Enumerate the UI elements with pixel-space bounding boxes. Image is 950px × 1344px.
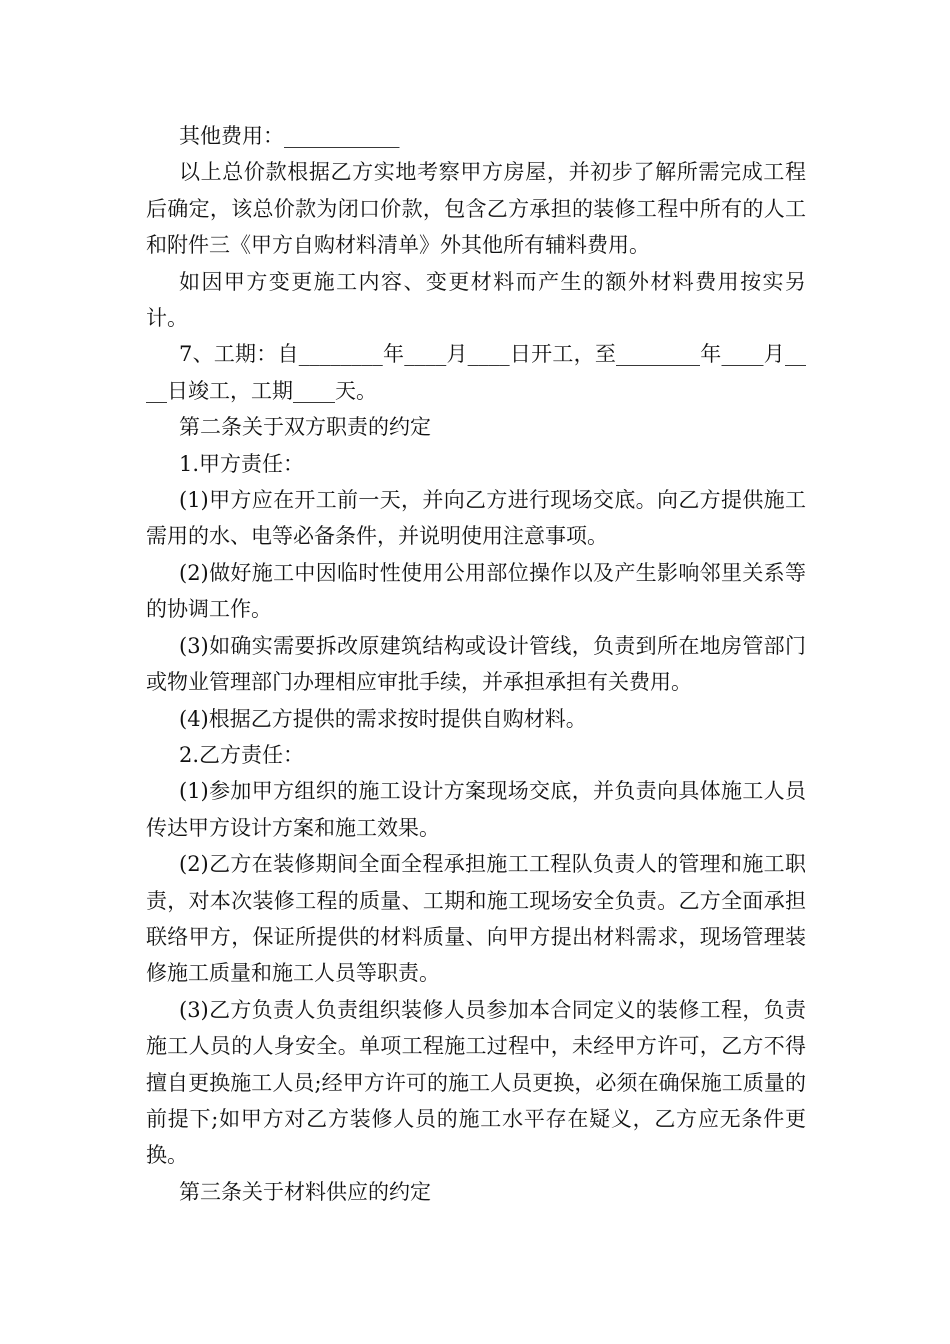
party-a-item-1: (1)甲方应在开工前一天，并向乙方进行现场交底。向乙方提供施工需用的水、电等必备条件，并说明使用注意事项。 bbox=[146, 488, 806, 549]
party-b-item-3: (3)乙方负责人负责组织装修人员参加本合同定义的装修工程，负责施工人员的人身安全。单项工程施工过程中，未经甲方许可，乙方不得擅自更换施工人员;经甲方许可的施工人员更换，必须在确保施工质量的前提下;如甲方对乙方装修人员的施工水平存在疑义，乙方应无条件更换。 bbox=[146, 997, 806, 1168]
party-b-responsibility-heading: 2.乙方责任： bbox=[179, 742, 305, 767]
document-body bbox=[146, 118, 806, 1210]
article-two-heading: 第二条关于双方职责的约定 bbox=[179, 415, 431, 440]
party-a-item-2: (2)做好施工中因临时性使用公用部位操作以及产生影响邻里关系等的协调工作。 bbox=[146, 560, 806, 622]
party-a-item-4: (4)根据乙方提供的需求按时提供自购材料。 bbox=[179, 706, 587, 731]
party-b-item-2: (2)乙方在装修期间全面全程承担施工工程队负责人的管理和施工职责，对本次装修工程的质量、工期和施工现场安全负责。乙方全面承担联络甲方，保证所提供的材料质量、向甲方提出材料需求，现场管理装修施工质量和施工人员等职责。 bbox=[146, 852, 806, 986]
article-three-heading: 第三条关于材料供应的约定 bbox=[179, 1179, 431, 1204]
paragraph-extra-material-fees: 如因甲方变更施工内容、变更材料而产生的额外材料费用按实另计。 bbox=[146, 269, 806, 331]
paragraph-total-price: 以上总价款根据乙方实地考察甲方房屋，并初步了解所需完成工程后确定，该总价款为闭口价款，包含乙方承担的装修工程中所有的人工和附件三《甲方自购材料清单》外其他所有辅料费用。 bbox=[146, 160, 806, 258]
paragraph-construction-period: 7、工期：自________年____月____日开工，至________年____月____日竣工，工期____天。 bbox=[146, 342, 806, 403]
party-b-item-1: (1)参加甲方组织的施工设计方案现场交底，并负责向具体施工人员传达甲方设计方案和施工效果。 bbox=[146, 779, 806, 840]
paragraph-other-fees: 其他费用：___________ bbox=[179, 124, 400, 148]
party-a-item-3: (3)如确实需要拆改原建筑结构或设计管线，负责到所在地房管部门或物业管理部门办理相应审批手续，并承担承担有关费用。 bbox=[146, 633, 806, 695]
party-a-responsibility-heading: 1.甲方责任： bbox=[179, 451, 305, 476]
